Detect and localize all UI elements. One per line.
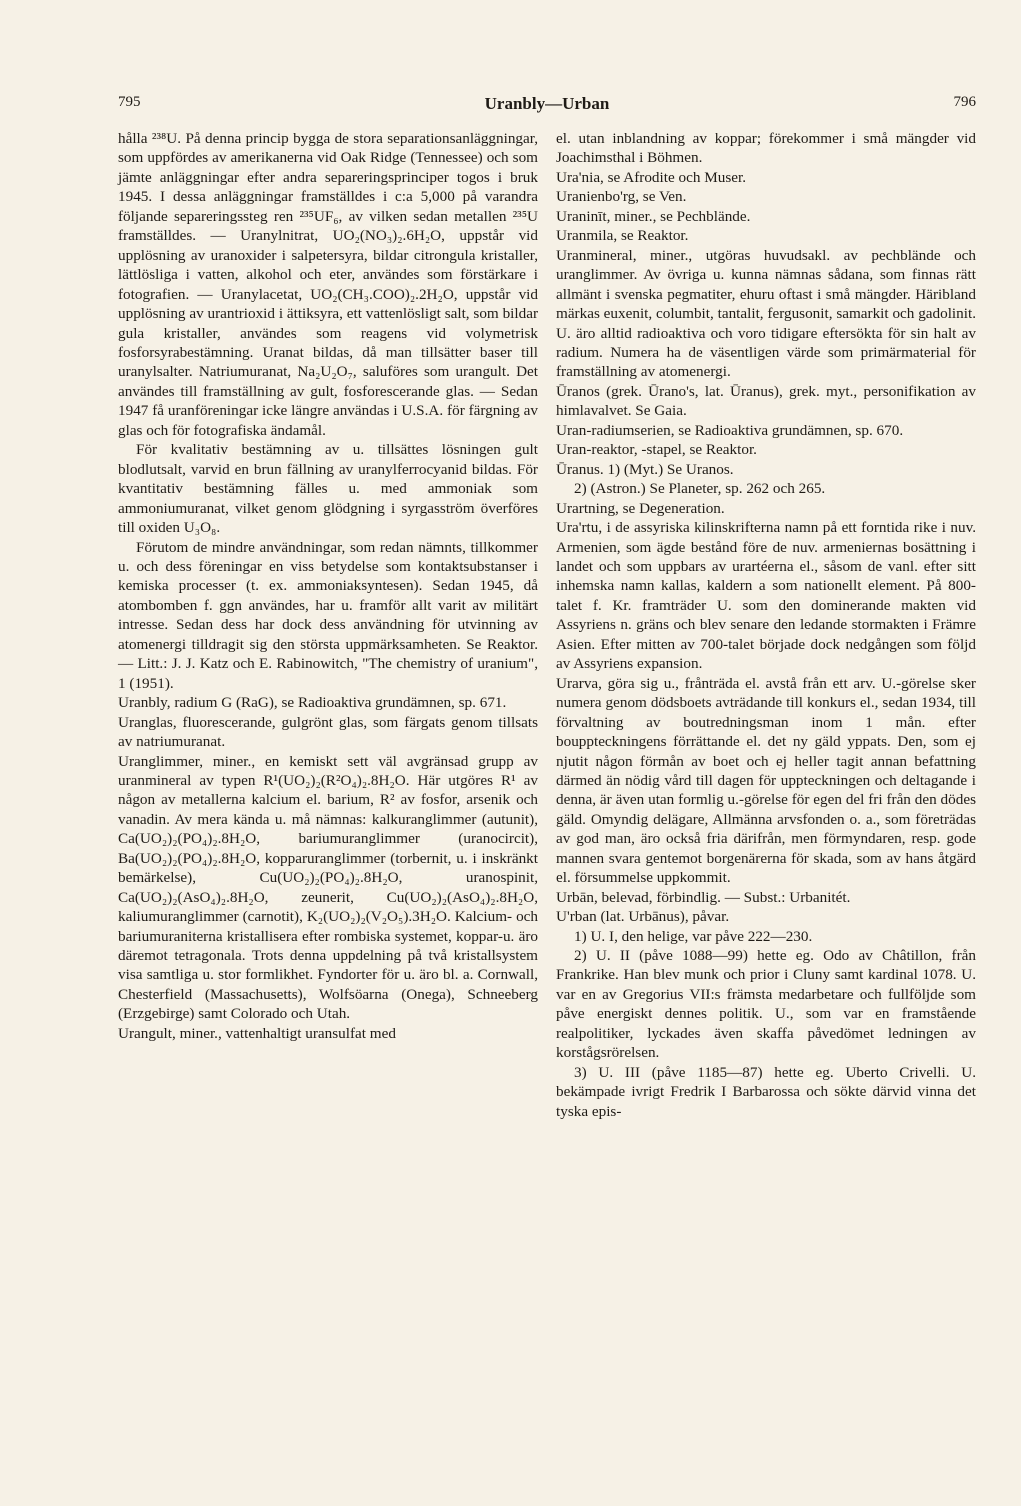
running-head: Uranbly—Urban: [484, 94, 610, 113]
right-column: [556, 129, 976, 1121]
entry-urban-i: 1) U. I, den helige, var påve 222—230.: [574, 927, 813, 945]
left-page-number: 795: [118, 94, 141, 110]
entry-urban-adj: Urbān, belevad, förbindlig. — Subst.: Urbanitét.: [556, 888, 851, 906]
paragraph-urangult-continued: el. utan inblandning av koppar; förekommer i små mängder vid Joachimsthal i Böhmen.: [556, 130, 976, 167]
entry-uran-radiumserien: Uran-radiumserien, se Radioaktiva grundämnen, sp. 670.: [556, 421, 904, 439]
entry-uranglas: Uranglas, fluorescerande, gulgrönt glas, som färgats genom tillsats av natriumuranat.: [118, 713, 538, 751]
left-column: [118, 129, 538, 1043]
entry-uranus-2: 2) (Astron.) Se Planeter, sp. 262 och 265.: [574, 480, 826, 498]
entry-uran-reaktor: Uran-reaktor, -stapel, se Reaktor.: [556, 441, 757, 459]
paragraph-qualitative-determination: För kvalitativ bestämning av u. tillsättes lösningen gult blodlutsalt, varvid en brun fällning av uranylferrocyanid bildas. För kvantitativ bestämning fälles u. med ammoniak som ammoniumuranat, vilket genom glödgning i syrgasström överföres till oxiden U₃O₈.: [118, 441, 538, 537]
entry-uranmineral: Uranmineral, miner., utgöras huvudsakl. av pechblände och uranglimmer. Av övriga u. kunna nämnas sådana, som finnas rätt allmänt i svenska pegmatiter, ehuru oftast i små mängder. Häribland märkas euxenit, columbit, tantalit, fergusonit, samarkit och gadolinit. U. äro alltid radioaktiva och voro tidigare eftersökta för sin halt av radium. Numera ha de väsentligen värde som primärmaterial för framställning av atomenergi.: [556, 246, 976, 381]
entry-uraninit: Uraninīt, miner., se Pechblände.: [556, 207, 751, 225]
entry-uranbly: Uranbly, radium G (RaG), se Radioaktiva grundämnen, sp. 671.: [118, 694, 507, 712]
paragraph-other-uses: Förutom de mindre användningar, som redan nämnts, tillkommer u. och dess föreningar en viss betydelse som kontaktsubstanser i kemiska processer (t. ex. ammoniaksyntesen). Sedan 1945, då atombomben f. ggn användes, har u. framför allt varit av militärt intresse. Sedan dess har dock dess användning för utvinning av atomenergi tilldragit sig den största uppmärksamheten. Se Reaktor. — Litt.: J. J. Katz och E. Rabinowitch, "The chemistry of uranium", 1 (1951).: [118, 538, 538, 692]
entry-urban-iii: 3) U. III (påve 1185—87) hette eg. Uberto Crivelli. U. bekämpade ivrigt Fredrik I Barbarossa och sökte därvid vinna det tyska epis-: [556, 1063, 976, 1120]
entry-uranmila: Uranmila, se Reaktor.: [556, 227, 689, 245]
entry-uranus-1: Ūranus. 1) (Myt.) Se Uranos.: [556, 460, 734, 478]
entry-urartning: Urartning, se Degeneration.: [556, 499, 725, 517]
entry-uranglimmer: Uranglimmer, miner., en kemiskt sett väl avgränsad grupp av uranmineral av typen R¹(UO₂)₂(R²O₄)₂.8H₂O. Här utgöres R¹ av någon av metallerna kalcium el. barium, R² av fosfor, arsenik och vanadin. Av mera kända u. må nämnas: kalkuranglimmer (autunit), Ca(UO₂)₂(PO₄)₂.8H₂O, bariumuranglimmer (uranocircit), Ba(UO₂)₂(PO₄)₂.8H₂O, kopparuranglimmer (torbernit, u. i inskränkt bemärkelse), Cu(UO₂)₂(PO₄)₂.8H₂O, uranospinit, Ca(UO₂)₂(AsO₄)₂.8H₂O, zeunerit, Cu(UO₂)₂(AsO₄)₂.8H₂O, kaliumuranglimmer (carnotit), K₂(UO₂)₂(V₂O₅).3H₂O. Kalcium- och bariumuraniterna kristallisera efter rombiska systemet, koppar-u. äro däremot tetragonala. Trots denna uppdelning på två kristallsystem visa samtliga u. stor formlikhet. Fyndorter för u. äro bl. a. Cornwall, Chesterfield (Massachusetts), Wolfsöarna (Onega), Schneeberg (Erzgebirge) samt Colorado och Utah.: [118, 752, 538, 1023]
entry-urban-ii: 2) U. II (påve 1088—99) hette eg. Odo av Châtillon, från Frankrike. Han blev munk och prior i Cluny samt kardinal 1078. U. var en av Gregorius VII:s främsta medarbetare och fullföljde som påve energiskt dennes politik. U., som var en framstående realpolitiker, lyckades även skaffa påvedömet ledningen av korstågsrörelsen.: [556, 947, 976, 1062]
entry-urangult: Urangult, miner., vattenhaltigt uransulfat med: [118, 1024, 396, 1042]
entry-urarva: Urarva, göra sig u., frånträda el. avstå från ett arv. U.-görelse sker numera genom dödsboets avträdande till konkurs el., sedan 1934, till förvaltning av boutredningsman inom 1 mån. efter bouppteckningens förrättande el. det ny gäld yppats. Den, som ej njutit någon förmån av boet och ej heller tagit annan befattning därmed än nödig vård till dagen för uppteckningen och deltagande i denna, är även utan formlig u.-görelse för egen del fri från den dödes gäld. Omyndig delägare, Allmänna arvsfonden o. a., som företrädas av god man, äro också fria därifrån, men förmyndaren, resp. gode mannen svara gentemot borgenärerna för skada, som av hans åtgärd el. försummelse uppkommit.: [556, 674, 976, 887]
entry-urban-popes: U'rban (lat. Urbānus), påvar.: [556, 908, 730, 926]
entry-urania: Ura'nia, se Afrodite och Muser.: [556, 168, 746, 186]
entry-uranienborg: Uranienbo'rg, se Ven.: [556, 188, 687, 206]
entry-uranos: Ūranos (grek. Ūrano's, lat. Ūranus), grek. myt., personifikation av himlavalvet. Se Gaia.: [556, 382, 976, 420]
page-header: [118, 94, 976, 118]
paragraph-uranium-continued: hålla ²³⁸U. På denna princip bygga de stora separationsanläggningar, som uppfördes av amerikanerna vid Oak Ridge (Tennessee) och som jämte anläggningar efter andra separeringsprinciper togos i bruk 1945. I dessa anläggningar framställdes i c:a 5,000 på varandra följande separeringssteg ren ²³⁵UF₆, av vilken sedan metallen ²³⁵U framställdes. — Uranylnitrat, UO₂(NO₃)₂.6H₂O, uppstår vid upplösning av uranoxider i salpetersyra, bildar citrongula kristaller, lättlösliga i vatten, alkohol och eter, användes som förstärkare i fotografien. — Uranylacetat, UO₂(CH₃.COO)₂.2H₂O, uppstår vid upplösning av urantrioxid i ättiksyra, ett vattenlösligt salt, som bildar gula kristaller, användes som reagens vid volymetrisk fosforsyrabestämning. Uranat bildas, då man tillsätter baser till uranylsalter. Natriumuranat, Na₂U₂O₇, saluföres som urangult. Det användes till framställning av gult, fosforescerande glas. — Sedan 1947 få uranföreningar icke längre användas i U.S.A. för färgning av glas och för fotografiska ändamål.: [118, 130, 538, 439]
entry-urartu: Ura'rtu, i de assyriska kilinskrifterna namn på ett forntida rike i nuv. Armenien, som ägde bestånd före de nuv. armeniernas bosättning i landet och som uppbars av urartéerna el., såsom de vanl. efter sitt inhemska namn kallas, kaldern a som nationellt element. På 800-talet f. Kr. framträder U. som den dominerande makten vid Assyriens n. gräns och blev senare den ledande stormakten i Främre Asien. Efter mitten av 700-talet började dock nedgången som följd av Assyriens expansion.: [556, 519, 976, 673]
right-page-number: 796: [953, 94, 976, 110]
